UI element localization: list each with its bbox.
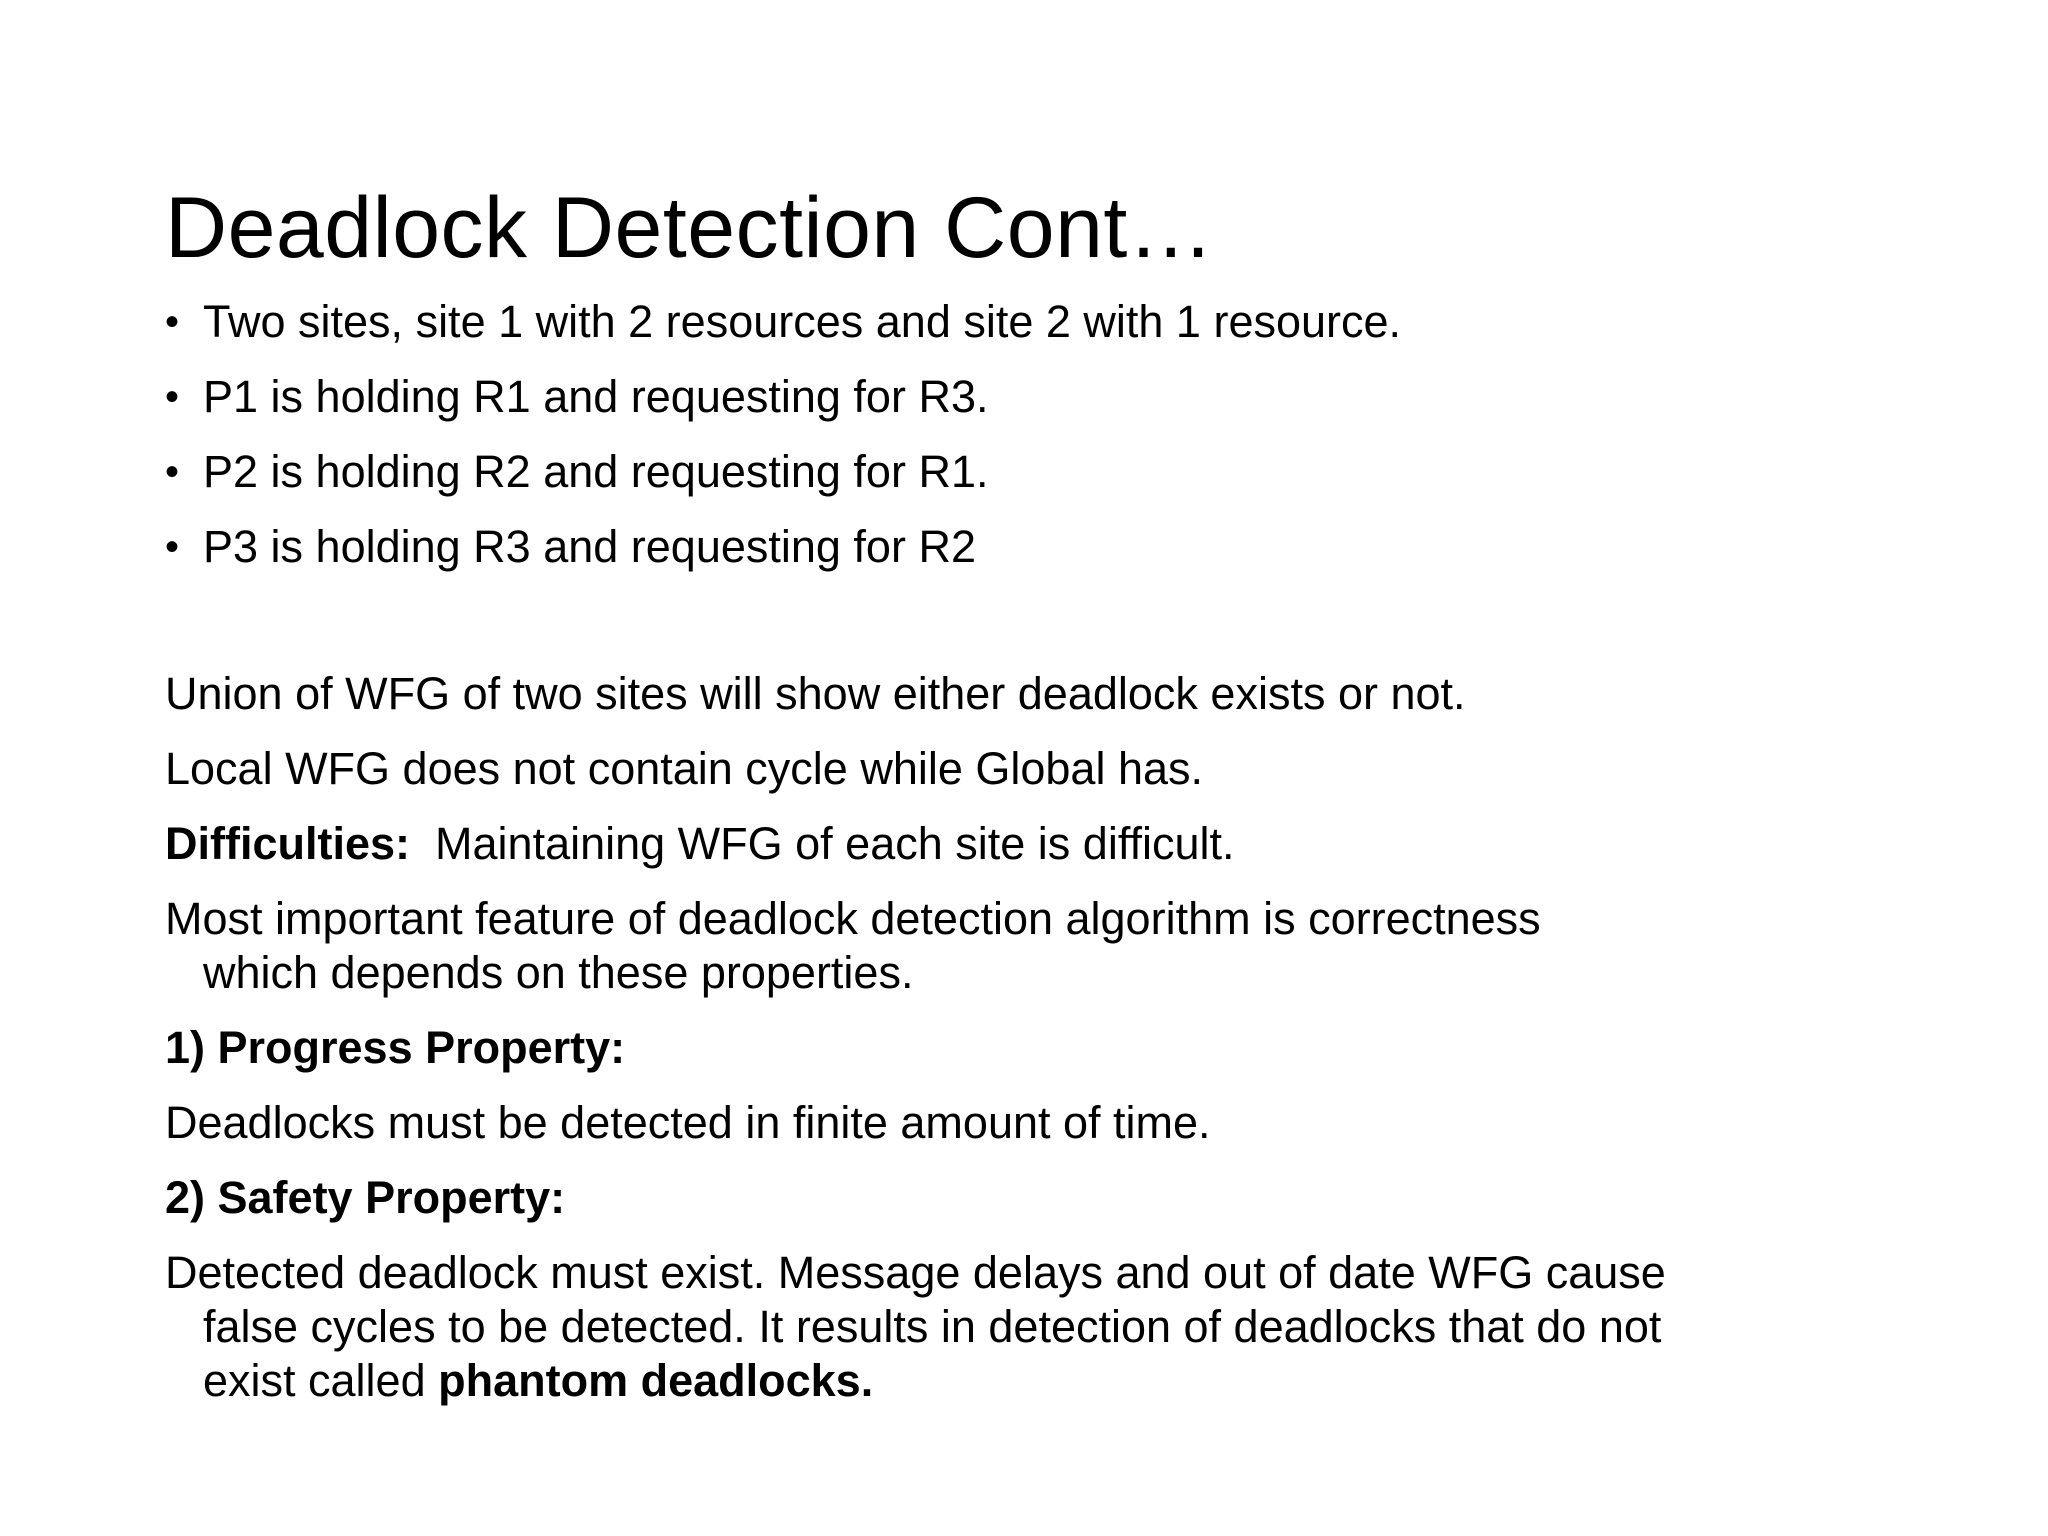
bullet-item	[165, 442, 1401, 517]
bullet-text: P3 is holding R3 and requesting for R2	[203, 521, 976, 572]
bullet-text: P1 is holding R1 and requesting for R3.	[203, 371, 989, 422]
difficulties-label: Difficulties:	[165, 818, 411, 869]
local-paragraph: Local WFG does not contain cycle while Global has.	[165, 743, 1204, 794]
progress-heading: 1) Progress Property:	[165, 1022, 626, 1073]
bullet-icon: •	[165, 300, 180, 344]
union-paragraph: Union of WFG of two sites will show either deadlock exists or not.	[165, 668, 1466, 719]
difficulties-paragraph	[165, 817, 1925, 871]
bullet-item	[165, 517, 1401, 592]
progress-paragraph: Deadlocks must be detected in finite amount of time.	[165, 1097, 1211, 1148]
bullet-icon: •	[165, 375, 180, 419]
safety-paragraph	[165, 1246, 1673, 1408]
bullet-list	[165, 292, 1401, 592]
bullet-icon: •	[165, 525, 180, 569]
phantom-deadlocks-emphasis: phantom deadlocks.	[438, 1355, 874, 1406]
bullet-icon: •	[165, 450, 180, 494]
bullet-text: Two sites, site 1 with 2 resources and site 2 with 1 resource.	[203, 296, 1402, 347]
difficulties-text: Maintaining WFG of each site is difficult.	[410, 818, 1235, 869]
slide-title: Deadlock Detection Cont…	[165, 180, 1215, 276]
safety-text: Detected deadlock must exist. Message delays and out of date WFG cause false cycles to be detected. It results in detection of deadlocks that do not exist called	[165, 1247, 1666, 1406]
slide-body	[165, 667, 1925, 1429]
bullet-item	[165, 292, 1401, 367]
correctness-paragraph: Most important feature of deadlock detection algorithm is correctness which depends on these properties.	[165, 893, 1541, 998]
bullet-item	[165, 367, 1401, 442]
safety-heading: 2) Safety Property:	[165, 1172, 566, 1223]
bullet-text: P2 is holding R2 and requesting for R1.	[203, 446, 989, 497]
